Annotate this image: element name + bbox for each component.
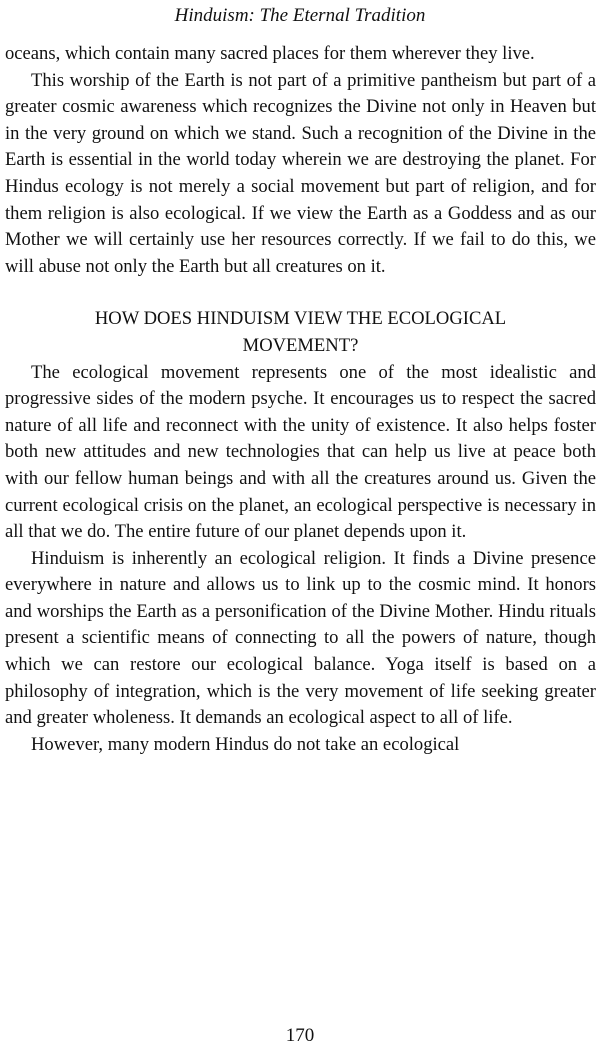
paragraph-continued: oceans, which contain many sacred places for them wherever they live.: [5, 43, 535, 64]
running-head: Hinduism: The Eternal Tradition: [174, 5, 426, 26]
page-number: 170: [285, 1025, 315, 1046]
paragraph-ecological-movement: The ecological movement represents one of the most idealistic and progressive sides of the modern psyche. It encourages us to respect the sacred nature of all life and reconnect with the unity of existence. It also helps foster both new attitudes and new technologies that can help us live at peace both with our fellow human beings and with all the creatures around us. Given the current ecological crisis on the planet, an ecological perspective is necessary in all that we do. The entire future of our planet depends upon it.: [5, 361, 596, 543]
section-heading-line-1: HOW DOES HINDUISM VIEW THE ECOLOGICAL: [94, 308, 507, 330]
paragraph-modern-hindus: However, many modern Hindus do not take an ecological: [31, 733, 460, 755]
paragraph-hinduism-ecological: Hinduism is inherently an ecological religion. It finds a Divine presence everywhere in nature and allows us to link up to the cosmic mind. It honors and worships the Earth as a personification of the Divine Mother. Hindu rituals present a scientific means of connecting to all the powers of nature, though which we can restore our ecological balance. Yoga itself is based on a philosophy of integration, which is the very movement of life seeking greater and greater wholeness. It demands an ecological aspect to all of life.: [5, 547, 596, 729]
section-heading: [5, 306, 596, 359]
paragraph-earth-worship: This worship of the Earth is not part of a primitive pantheism but part of a greater cosmic awareness which recognizes the Divine not only in Heaven but in the very ground on which we stand. Such a recognition of the Divine in the Earth is essential in the world today wherein we are destroying the planet. For Hindus ecology is not merely a social movement but part of religion, and for them religion is also ecological. If we view the Earth as a Goddess and as our Mother we will certainly use her resources correctly. If we fail to do this, we will abuse not only the Earth but all creatures on it.: [5, 69, 596, 277]
section-heading-line-2: MOVEMENT?: [242, 334, 359, 356]
body-text: [5, 41, 596, 758]
